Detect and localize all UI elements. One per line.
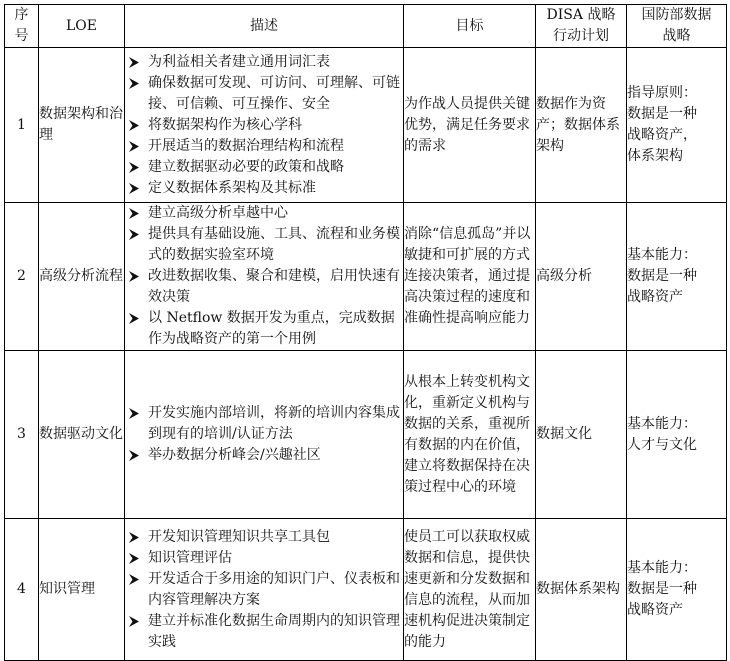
arrow-bullet-icon [127,569,141,590]
list-item: 开发适合于多用途的知识门户、仪表板和内容管理解决方案 [125,569,403,611]
description-cell [125,48,404,203]
disa-cell: 数据体系架构 [536,519,627,661]
list-item: 确保数据可发现、可访问、可理解、可链接、可信赖、可互操作、安全 [125,73,403,115]
bullet-list [125,527,403,653]
disa-cell: 数据文化 [536,351,627,519]
arrow-bullet-icon [127,445,141,466]
list-item: 建立高级分析卓越中心 [125,203,403,224]
goal-cell: 从根本上转变机构文化，重新定义机构与数据的关系，重视所有数据的内在价值，建立将数据保持在决策过程中心的环境 [404,351,536,519]
bullet-list [125,52,403,199]
arrow-bullet-icon [127,136,141,157]
dod-cell: 基本能力： 数据是一种 战略资产 [627,519,727,661]
list-item: 建立并标准化数据生命周期内的知识管理实践 [125,611,403,653]
description-cell [125,203,404,351]
header-no: 序 号 [5,5,39,48]
header-description: 描述 [125,5,404,48]
loe-cell: 高级分析流程 [39,203,125,351]
list-item: 举办数据分析峰会/兴趣社区 [125,445,403,466]
row-number: 4 [5,519,39,661]
list-item: 知识管理评估 [125,548,403,569]
row-number: 1 [5,48,39,203]
list-item: 开展适当的数据治理结构和流程 [125,136,403,157]
loe-cell: 数据驱动文化 [39,351,125,519]
table-row [5,519,727,661]
loe-cell: 数据架构和治理 [39,48,125,203]
header-goal: 目标 [404,5,536,48]
table-row [5,48,727,203]
arrow-bullet-icon [127,115,141,136]
list-item: 以 Netflow 数据开发为重点，完成数据作为战略资产的第一个用例 [125,308,403,350]
arrow-bullet-icon [127,308,141,329]
dod-cell: 基本能力： 数据是一种 战略资产 [627,203,727,351]
arrow-bullet-icon [127,548,141,569]
dod-cell: 指导原则： 数据是一种 战略资产， 体系架构 [627,48,727,203]
arrow-bullet-icon [127,611,141,632]
list-item: 将数据架构作为核心学科 [125,115,403,136]
table-row [5,203,727,351]
description-cell [125,351,404,519]
arrow-bullet-icon [127,52,141,73]
goal-cell: 为作战人员提供关键优势，满足任务要求的需求 [404,48,536,203]
row-number: 3 [5,351,39,519]
arrow-bullet-icon [127,224,141,245]
list-item: 提供具有基础设施、工具、流程和业务模式的数据实验室环境 [125,224,403,266]
loe-cell: 知识管理 [39,519,125,661]
list-item: 定义数据体系架构及其标准 [125,178,403,199]
arrow-bullet-icon [127,203,141,224]
dod-cell: 基本能力： 人才与文化 [627,351,727,519]
arrow-bullet-icon [127,403,141,424]
list-item: 开发知识管理知识共享工具包 [125,527,403,548]
goal-cell: 消除“信息孤岛”并以敏捷和可扩展的方式连接决策者，通过提高决策过程的速度和准确性提高响应能力 [404,203,536,351]
header-loe: LOE [39,5,125,48]
list-item: 建立数据驱动必要的政策和战略 [125,157,403,178]
disa-cell: 高级分析 [536,203,627,351]
arrow-bullet-icon [127,527,141,548]
bullet-list [125,203,403,350]
header-row [5,5,727,48]
list-item: 改进数据收集、聚合和建模，启用快速有效决策 [125,266,403,308]
list-item: 开发实施内部培训，将新的培训内容集成到现有的培训/认证方法 [125,403,403,445]
header-dod: 国防部数据 战略 [627,5,727,48]
description-cell [125,519,404,661]
arrow-bullet-icon [127,73,141,94]
arrow-bullet-icon [127,178,141,199]
list-item: 为利益相关者建立通用词汇表 [125,52,403,73]
header-disa: DISA 战略 行动计划 [536,5,627,48]
arrow-bullet-icon [127,266,141,287]
arrow-bullet-icon [127,157,141,178]
goal-cell: 使员工可以获取权威数据和信息，提供快速更新和分发数据和信息的流程，从而加速机构促进决策制定的能力 [404,519,536,661]
disa-cell: 数据作为资产；数据体系架构 [536,48,627,203]
row-number: 2 [5,203,39,351]
bullet-list [125,403,403,466]
loe-table [4,4,727,661]
table-row [5,351,727,519]
